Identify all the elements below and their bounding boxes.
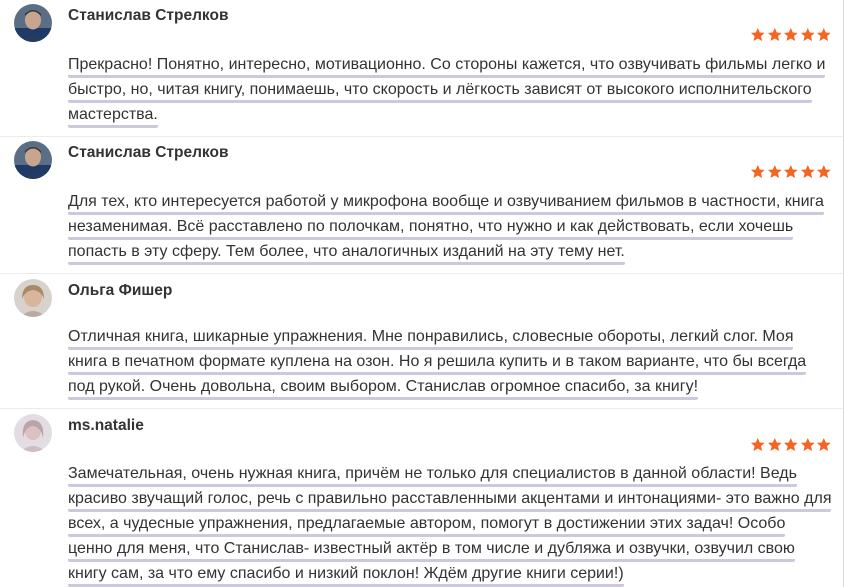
review-text-line [68,461,840,486]
review-text-line-content: книгу сам, за что ему спасибо и низкий поклон! Ждём другие книги серии!) [68,565,624,587]
avatar[interactable] [14,414,52,452]
star-icon [750,27,766,43]
review-author[interactable]: ms.natalie [68,417,144,434]
star-icon [783,164,799,180]
review-text-line-content: ценно для меня, что Станислав- известный актёр в том числе и дубляжа и озвучки, озвучил свою [68,540,795,562]
review-author[interactable]: Ольга Фишер [68,282,173,299]
review-text-line [68,486,840,511]
rating-stars [750,164,832,180]
review-text-line [68,374,840,399]
review-item [0,409,844,587]
star-icon [800,437,816,453]
star-icon [750,164,766,180]
avatar[interactable] [14,4,52,42]
review-text-line-content: быстро, но, читая книгу, понимаешь, что скорость и лёгкость зависят от высокого исполнительского [68,81,812,103]
review-text-line [68,239,840,264]
avatar[interactable] [14,279,52,317]
star-icon [783,27,799,43]
review-text-line-content: всех, а чудесные упражнения, предлагаемые автором, помогут в достижении этих задач! Особо [68,515,785,537]
review-text-line-content: мастерства. [68,106,158,128]
review-text-line [68,349,840,374]
review-author[interactable]: Станислав Стрелков [68,144,229,161]
review-text-line [68,52,840,77]
review-text [68,461,840,586]
review-text-line [68,189,840,214]
avatar[interactable] [14,141,52,179]
star-icon [767,27,783,43]
review-text-line [68,561,840,586]
user-photo-avatar-icon [14,414,52,452]
star-icon [767,164,783,180]
review-text-line-content: Замечательная, очень нужная книга, причём не только для специалистов в данной области! Ведь [68,465,797,487]
review-text [68,324,840,399]
review-text-line-content: Отличная книга, шикарные упражнения. Мне понравились, словесные обороты, легкий слог. Моя [68,328,793,350]
star-icon [816,27,832,43]
review-text-line-content: Прекрасно! Понятно, интересно, мотивационно. Со стороны кажется, что озвучивать фильмы легко и [68,56,825,78]
review-item [0,0,844,136]
star-icon [800,164,816,180]
star-icon [816,164,832,180]
review-text-line-content: попасть в эту сферу. Тем более, что аналогичных изданий на эту тему нет. [68,243,625,265]
review-text-line-content: под рукой. Очень довольна, своим выбором. Станислав огромное спасибо, за книгу! [68,378,698,400]
review-text-line-content: книга в печатном формате куплена на озон. Но я решила купить и в таком варианте, что бы всегда [68,353,806,375]
user-photo-avatar-icon [14,279,52,317]
review-text [68,189,840,264]
review-text-line-content: красиво звучащий голос, речь с правильно расставленными акцентами и интонациями- это важно для [68,490,831,512]
review-text [68,52,840,127]
star-icon [767,437,783,453]
user-photo-avatar-icon [14,4,52,42]
review-text-line [68,324,840,349]
review-text-line [68,102,840,127]
rating-stars [750,27,832,43]
review-text-line [68,214,840,239]
star-icon [783,437,799,453]
review-text-line [68,77,840,102]
review-text-line-content: Для тех, кто интересуется работой у микрофона вообще и озвучиванием фильмов в частности, книга [68,193,824,215]
star-icon [750,437,766,453]
rating-stars [750,437,832,453]
review-text-line [68,536,840,561]
star-icon [816,437,832,453]
review-item [0,137,844,273]
user-photo-avatar-icon [14,141,52,179]
review-text-line-content: незаменимая. Всё расставлено по полочкам, понятно, что нужно и как действовать, если хочешь [68,218,793,240]
review-author[interactable]: Станислав Стрелков [68,7,229,24]
star-icon [800,27,816,43]
review-text-line [68,511,840,536]
review-item [0,274,844,408]
